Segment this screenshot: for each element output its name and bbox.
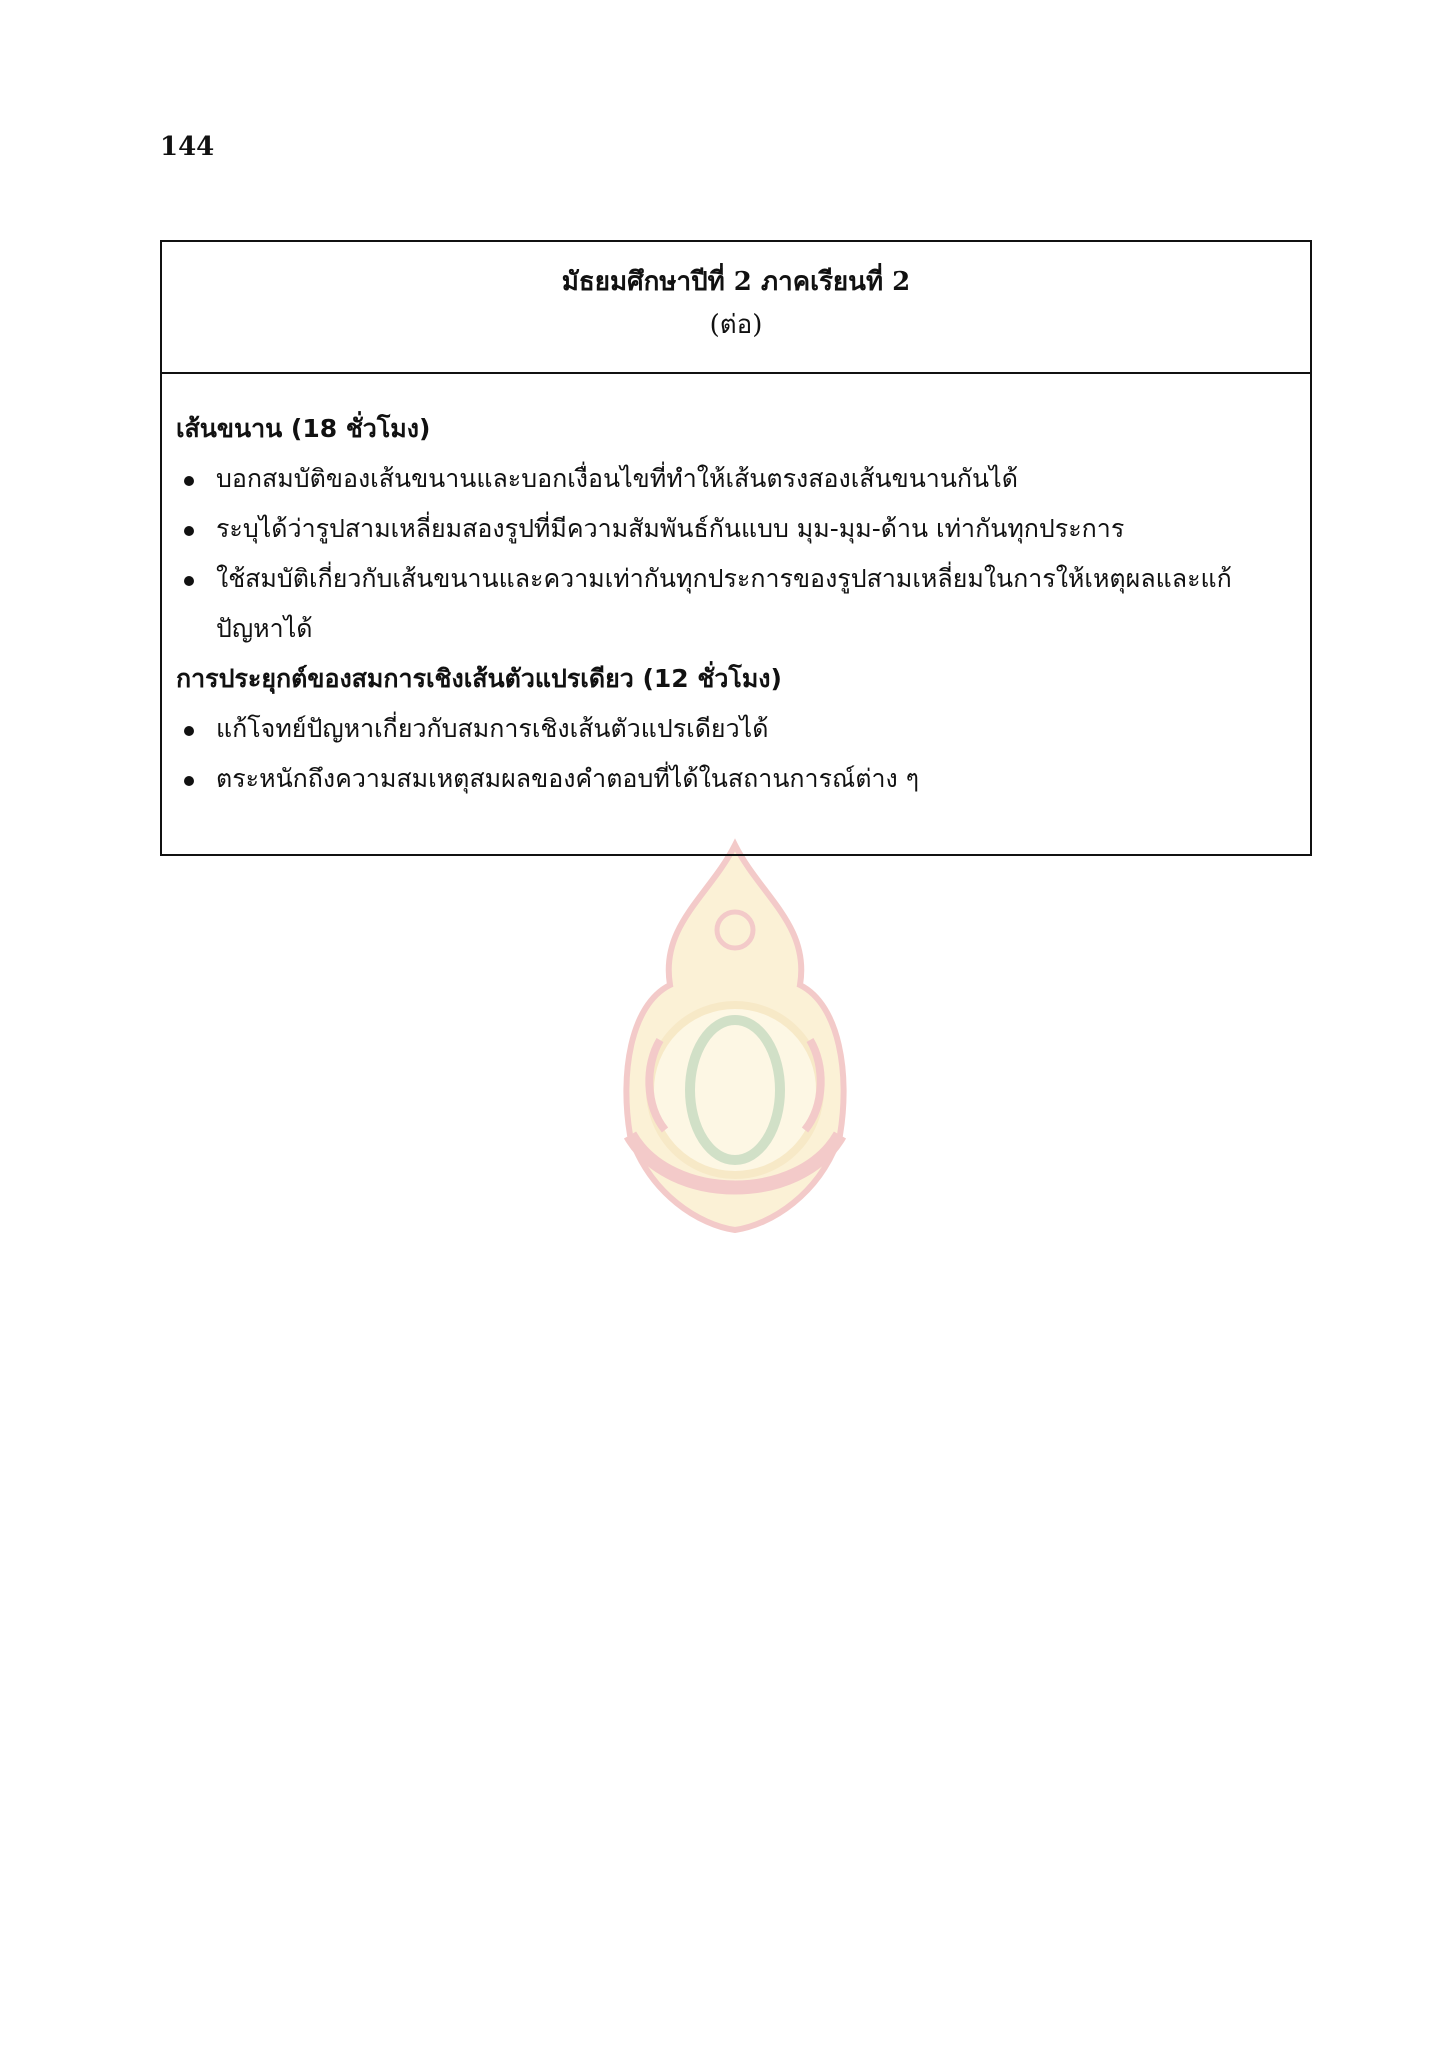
list-item-text: ตระหนักถึงความสมเหตุสมผลของคำตอบที่ได้ในสถานการณ์ต่าง ๆ (216, 764, 920, 793)
bullet-icon (184, 776, 194, 786)
bullet-icon (184, 726, 194, 736)
table-title: มัธยมศึกษาปีที่ 2 ภาคเรียนที่ 2 (561, 267, 911, 297)
list-item-text: ใช้สมบัติเกี่ยวกับเส้นขนานและความเท่ากันทุกประการของรูปสามเหลี่ยมในการให้เหตุผลและแก้ปัญหาได้ (216, 564, 1232, 643)
bullet-icon (184, 476, 194, 486)
curriculum-table (160, 240, 1312, 856)
list-item (176, 454, 1296, 504)
bullet-icon (184, 576, 194, 586)
list-item (176, 704, 1296, 754)
table-header (162, 242, 1310, 374)
page-number: 144 (160, 132, 215, 162)
bullet-icon (184, 526, 194, 536)
section-heading: การประยุกต์ของสมการเชิงเส้นตัวแปรเดียว (12 ชั่วโมง) (176, 664, 782, 693)
list-item-text: บอกสมบัติของเส้นขนานและบอกเงื่อนไขที่ทำให้เส้นตรงสองเส้นขนานกันได้ (216, 464, 1018, 493)
list-item-text: แก้โจทย์ปัญหาเกี่ยวกับสมการเชิงเส้นตัวแปรเดียวได้ (216, 714, 769, 743)
list-item (176, 554, 1296, 654)
list-item (176, 504, 1296, 554)
section-heading: เส้นขนาน (18 ชั่วโมง) (176, 414, 431, 443)
list-item (176, 754, 1296, 804)
obec-emblem-icon (590, 835, 880, 1235)
section-list (176, 454, 1296, 654)
section-list (176, 704, 1296, 804)
table-subtitle: (ต่อ) (709, 310, 763, 340)
list-item-text: ระบุได้ว่ารูปสามเหลี่ยมสองรูปที่มีความสัมพันธ์กันแบบ มุม-มุม-ด้าน เท่ากันทุกประการ (216, 514, 1125, 543)
table-body (162, 374, 1310, 804)
